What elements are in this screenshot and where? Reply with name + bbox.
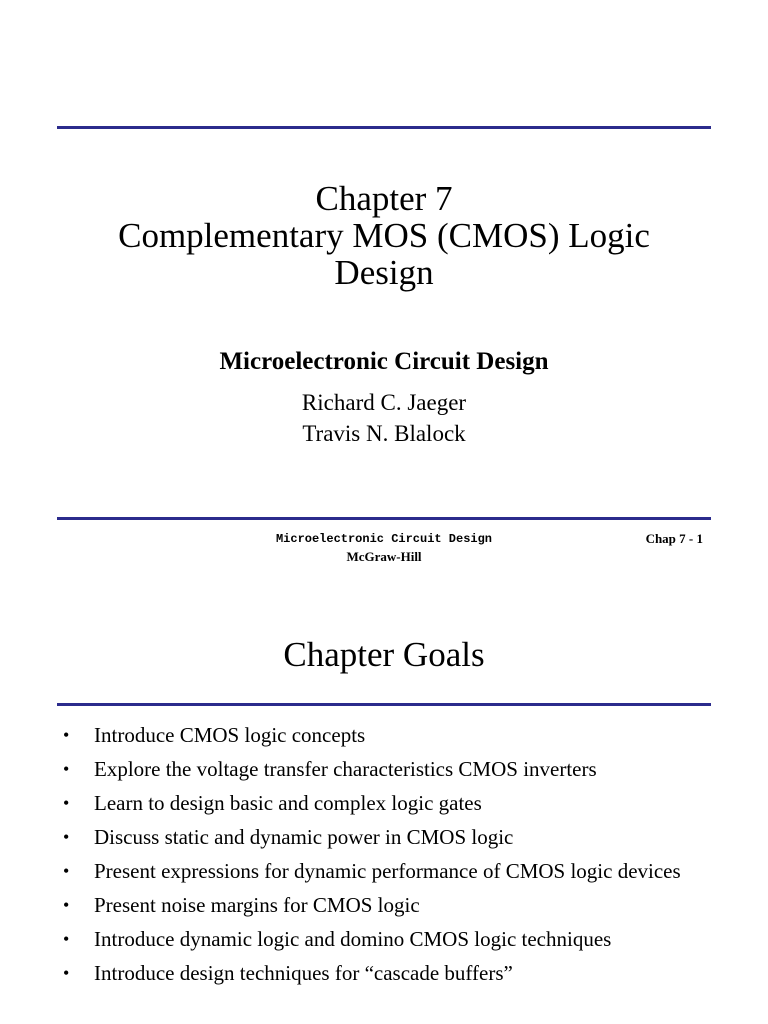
bullet-icon: • — [63, 861, 70, 881]
goal-item — [60, 789, 710, 818]
goal-text: Explore the voltage transfer characteristics CMOS inverters — [94, 757, 597, 781]
title-line-1: Chapter 7 — [315, 179, 453, 218]
goal-text: Present expressions for dynamic performance of CMOS logic devices — [94, 859, 681, 883]
title-line-3: Design — [334, 253, 434, 292]
footer-publisher: McGraw-Hill — [346, 549, 422, 564]
goal-text: Discuss static and dynamic power in CMOS logic — [94, 825, 514, 849]
goal-text: Introduce design techniques for “cascade buffers” — [94, 961, 513, 985]
goal-item — [60, 721, 710, 750]
footer-divider-rule — [57, 517, 711, 520]
goal-item — [60, 891, 710, 920]
goal-text: Present noise margins for CMOS logic — [94, 893, 420, 917]
author-2: Travis N. Blalock — [302, 421, 466, 446]
goals-list — [60, 721, 710, 993]
book-title: Microelectronic Circuit Design — [219, 348, 549, 375]
bullet-icon: • — [63, 929, 70, 949]
goal-text: Introduce CMOS logic concepts — [94, 723, 366, 747]
footer-book-title: Microelectronic Circuit Design — [275, 532, 493, 546]
goal-item — [60, 959, 710, 988]
goal-item — [60, 823, 710, 852]
author-1: Richard C. Jaeger — [301, 390, 467, 415]
slide-footer — [230, 530, 538, 566]
title-line-2: Complementary MOS (CMOS) Logic — [118, 216, 650, 255]
top-divider-rule — [57, 126, 711, 129]
goal-item — [60, 857, 710, 886]
authors — [0, 387, 768, 449]
bullet-icon: • — [63, 895, 70, 915]
goal-text: Learn to design basic and complex logic gates — [94, 791, 482, 815]
slide-title — [0, 180, 768, 291]
goals-heading: Chapter Goals — [283, 635, 485, 674]
bullet-icon: • — [63, 759, 70, 779]
goal-item — [60, 925, 710, 954]
footer-page-number: Chap 7 - 1 — [645, 531, 703, 546]
bullet-icon: • — [63, 827, 70, 847]
goals-divider-rule — [57, 703, 711, 706]
bullet-icon: • — [63, 793, 70, 813]
goal-text: Introduce dynamic logic and domino CMOS logic techniques — [94, 927, 612, 951]
bullet-icon: • — [63, 725, 70, 745]
goal-item — [60, 755, 710, 784]
bullet-icon: • — [63, 963, 70, 983]
